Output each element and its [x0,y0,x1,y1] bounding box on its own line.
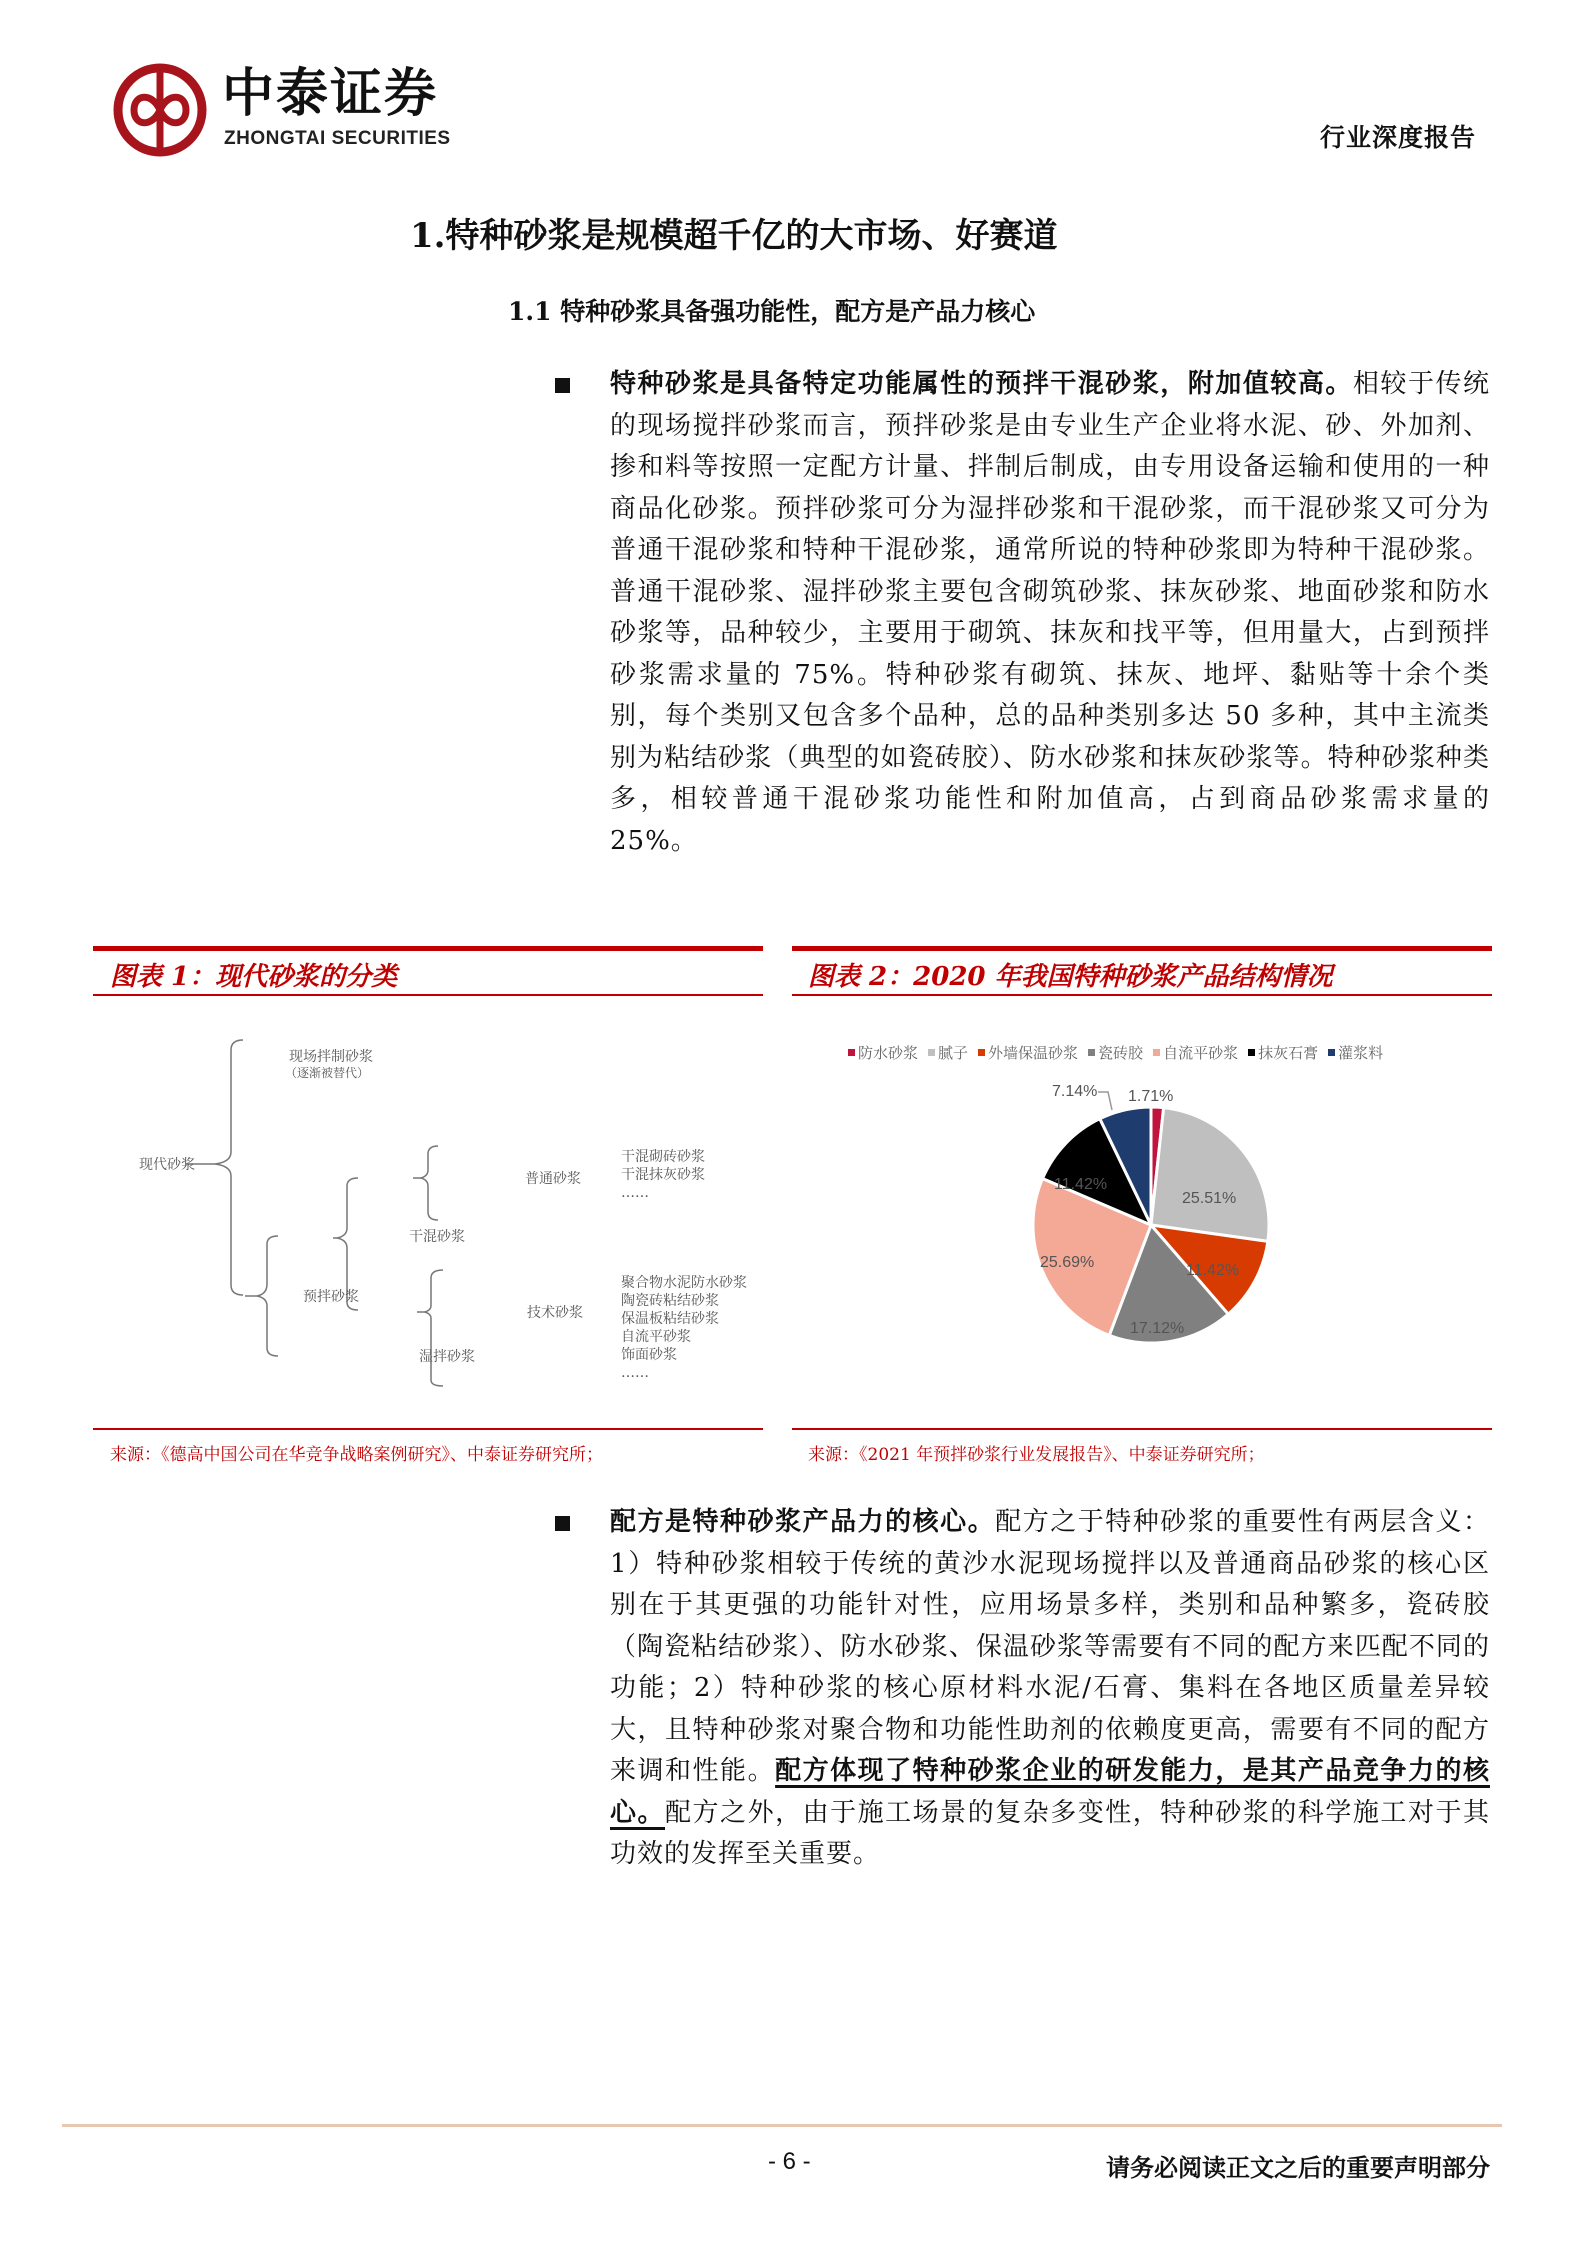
pie-label-plaster-gypsum: 11.42% [1054,1176,1108,1193]
legend-item-plaster-gypsum: 抹灰石膏 [1248,1042,1318,1063]
technical-item: 聚合物水泥防水砂浆 [621,1275,747,1291]
ordinary-item: 干混抹灰砂浆 [621,1167,705,1183]
disclaimer-note: 请务必阅读正文之后的重要声明部分 [1106,2153,1490,2182]
paragraph-formula-core [610,1502,1490,1876]
node-onsite-mortar: 现场拌制砂浆 [289,1049,373,1065]
pie-chart-svg [1026,1100,1276,1350]
paragraph-lead: 配方是特种砂浆产品力的核心。 [610,1507,996,1537]
paragraph-special-mortar [610,364,1490,862]
legend-swatch-icon [1153,1049,1160,1056]
legend-item-waterproof: 防水砂浆 [848,1042,918,1063]
legend-swatch-icon [1328,1049,1335,1056]
legend-item-tile-adhesive: 瓷砖胶 [1088,1042,1143,1063]
pie-label-waterproof: 1.71% [1128,1088,1174,1105]
legend-item-putty: 腻子 [928,1042,968,1063]
pie-label-insulation: 11.42% [1186,1262,1240,1279]
logo-text-cn: 中泰证券 [222,64,439,124]
legend-swatch-icon [848,1049,855,1056]
paragraph-lead: 特种砂浆是具备特定功能属性的预拌干混砂浆，附加值较高。 [610,369,1353,399]
pie-slice [1151,1108,1269,1242]
page-number: - 6 - [768,2148,811,2175]
figure1-title-rule [93,994,763,996]
technical-item: 饰面砂浆 [621,1347,677,1363]
technical-item: 陶瓷砖粘结砂浆 [621,1293,719,1309]
figure1-top-bar [93,946,763,951]
node-onsite-note: （逐渐被替代） [285,1066,370,1080]
legend-swatch-icon [928,1049,935,1056]
pie-label-tile-adhesive: 17.12% [1130,1320,1185,1337]
figure1-source: 来源：《德高中国公司在华竞争战略案例研究》、中泰证券研究所； [110,1445,603,1465]
bullet-square-icon [555,378,570,393]
paragraph-body: 相较于传统的现场搅拌砂浆而言，预拌砂浆是由专业生产企业将水泥、砂、外加剂、掺和料等按照一定配方计量、拌制后制成，由专用设备运输和使用的一种商品化砂浆。预拌砂浆可分为湿拌砂浆和干混砂浆，而干混砂浆又可分为普通干混砂浆和特种干混砂浆，通常所说的特种砂浆即为特种干混砂浆。普通干混砂浆、湿拌砂浆主要包含砌筑砂浆、抹灰砂浆、地面砂浆和防水砂浆等，品种较少，主要用于砌筑、抹灰和找平等，但用量大，占到预拌砂浆需求量的 75%。特种砂浆有砌筑、抹灰、地坪、黏贴等十余个类别，每个类别又包含多个品种，总的品种类别多达 50 多种，其中主流类别为粘结砂浆（典型的如瓷砖胶）、防水砂浆和抹灰砂浆等。特种砂浆种类多，相较普通干混砂浆功能性和附加值高，占到商品砂浆需求量的 25%。 [610,369,1490,856]
figure2-title-rule [792,994,1492,996]
technical-item: 保温板粘结砂浆 [621,1311,719,1327]
node-premix-mortar: 预拌砂浆 [303,1289,359,1305]
chart-legend [848,1042,1387,1063]
node-modern-mortar: 现代砂浆 [139,1157,195,1173]
legend-swatch-icon [978,1049,985,1056]
pie-label-grout: 7.14% [1052,1083,1098,1100]
paragraph-body: 配方之于特种砂浆的重要性有两层含义：1）特种砂浆相较于传统的黄沙水泥现场搅拌以及普通商品砂浆的核心区别在于其更强的功能针对性，应用场景多样，类别和品种繁多，瓷砖胶（陶瓷粘结砂浆）、防水砂浆、保温砂浆等需要有不同的配方来匹配不同的功能；2）特种砂浆的核心原材料水泥/石膏、集料在各地区质量差异较大，且特种砂浆对聚合物和功能性助剂的依赖度更高，需要有不同的配方来调和性能。 [610,1507,1490,1786]
ordinary-item: …… [621,1185,649,1201]
leader-line [1098,1082,1118,1112]
pie-label-self-leveling: 25.69% [1040,1254,1095,1271]
figure1-title: 图表 1：现代砂浆的分类 [110,962,398,992]
technical-item: 自流平砂浆 [621,1329,691,1345]
node-technical-mortar: 技术砂浆 [527,1305,583,1321]
legend-swatch-icon [1248,1049,1255,1056]
legend-item-insulation: 外墙保温砂浆 [978,1042,1078,1063]
logo-text-en: ZHONGTAI SECURITIES [224,128,451,149]
footer-rule [62,2124,1502,2127]
technical-items-list [621,1274,747,1382]
report-type: 行业深度报告 [1319,123,1476,152]
paragraph-key-point: 配方体现了特种砂浆企业的研发能力，是其产品竞争力的核心。 [610,1756,1490,1828]
logo-mark-icon [112,62,208,158]
pie-label-putty: 25.51% [1182,1190,1237,1207]
ordinary-items-list [621,1148,705,1202]
subsection-heading: 1.1 特种砂浆具备强功能性，配方是产品力核心 [508,297,1036,326]
node-ordinary-mortar: 普通砂浆 [525,1171,581,1187]
figure2-source-rule [792,1428,1492,1430]
figure2-source: 来源：《2021 年预拌砂浆行业发展报告》、中泰证券研究所； [808,1445,1265,1465]
node-wet-mortar: 湿拌砂浆 [419,1349,475,1365]
legend-item-grout: 灌浆料 [1328,1042,1383,1063]
legend-swatch-icon [1088,1049,1095,1056]
section-heading: 1.特种砂浆是规模超千亿的大市场、好赛道 [410,216,1058,256]
paragraph-tail: 配方之外，由于施工场景的复杂多变性，特种砂浆的科学施工对于其功效的发挥至关重要。 [610,1797,1490,1869]
figure2-top-bar [792,946,1492,951]
figure2-title: 图表 2：2020 年我国特种砂浆产品结构情况 [808,962,1333,992]
mortar-classification-diagram [93,1000,763,1420]
company-logo [112,62,208,158]
legend-item-self-leveling: 自流平砂浆 [1153,1042,1238,1063]
technical-item: …… [621,1365,649,1381]
node-dry-mortar: 干混砂浆 [409,1229,465,1245]
ordinary-item: 干混砌砖砂浆 [621,1149,705,1165]
pie-chart [1026,1100,1276,1350]
figure1-source-rule [93,1428,763,1430]
bullet-square-icon [555,1516,570,1531]
